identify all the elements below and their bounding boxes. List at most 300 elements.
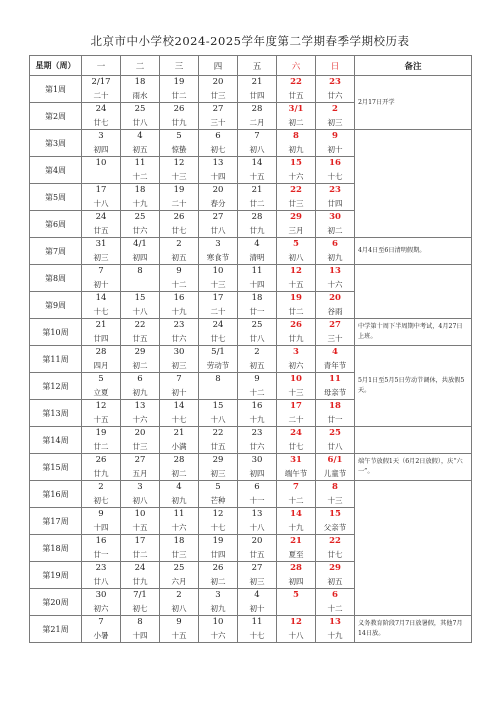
date-cell-thu: 6 (199, 130, 238, 144)
lunar-cell-wed: 廿九 (160, 116, 199, 130)
week-label: 第1周 (30, 76, 82, 103)
date-cell-sun: 6/1 (316, 454, 355, 468)
lunar-cell-mon: 廿二 (82, 440, 121, 454)
lunar-cell-mon: 二十 (82, 89, 121, 103)
date-cell-wed: 14 (160, 400, 199, 414)
lunar-cell-tue: 十四 (121, 629, 160, 643)
lunar-cell-tue: 廿三 (121, 440, 160, 454)
lunar-cell-thu: 十三 (199, 278, 238, 292)
date-cell-thu: 19 (199, 535, 238, 549)
week-label: 第13周 (30, 400, 82, 427)
lunar-cell-fri: 初八 (238, 143, 277, 157)
date-cell-fri: 6 (238, 481, 277, 495)
lunar-cell-sun: 儿童节 (316, 467, 355, 481)
date-cell-thu: 10 (199, 265, 238, 279)
date-cell-wed: 11 (160, 508, 199, 522)
lunar-cell-sat: 三月 (277, 224, 316, 238)
lunar-cell-fri: 十九 (238, 413, 277, 427)
lunar-cell-wed: 初三 (160, 359, 199, 373)
lunar-cell-sat (277, 602, 316, 616)
date-cell-tue: 17 (121, 535, 160, 549)
date-cell-sun: 13 (316, 616, 355, 630)
lunar-cell-wed: 十五 (160, 629, 199, 643)
lunar-cell-thu: 十八 (199, 413, 238, 427)
week-label: 第3周 (30, 130, 82, 157)
lunar-cell-tue: 五月 (121, 467, 160, 481)
lunar-cell-sat: 十三 (277, 386, 316, 400)
lunar-cell-sun: 父亲节 (316, 521, 355, 535)
week-date-row (30, 319, 472, 333)
date-cell-tue: 3 (121, 481, 160, 495)
date-cell-fri: 20 (238, 535, 277, 549)
date-cell-mon: 2/17 (82, 76, 121, 90)
lunar-cell-fri: 廿一 (238, 305, 277, 319)
date-cell-fri: 4 (238, 589, 277, 603)
lunar-cell-sun: 十三 (316, 494, 355, 508)
date-cell-fri: 18 (238, 292, 277, 306)
date-cell-sun: 27 (316, 319, 355, 333)
date-cell-sat: 12 (277, 616, 316, 630)
lunar-cell-thu: 廿四 (199, 548, 238, 562)
lunar-cell-thu (199, 386, 238, 400)
week-label: 第6周 (30, 211, 82, 238)
date-cell-thu: 12 (199, 508, 238, 522)
lunar-cell-tue: 廿九 (121, 575, 160, 589)
day-header-sun: 日 (316, 56, 355, 76)
week-column-header: 星期（周） (30, 56, 82, 76)
lunar-cell-fri: 廿九 (238, 224, 277, 238)
date-cell-sun: 29 (316, 562, 355, 576)
date-cell-sun: 23 (316, 76, 355, 90)
week-label: 第10周 (30, 319, 82, 346)
lunar-cell-tue (121, 278, 160, 292)
day-header-tue: 二 (121, 56, 160, 76)
week-date-row (30, 481, 472, 495)
date-cell-sun: 4 (316, 346, 355, 360)
date-cell-wed: 26 (160, 103, 199, 117)
date-cell-sat: 5 (277, 238, 316, 252)
date-cell-wed: 5 (160, 130, 199, 144)
date-cell-tue: 25 (121, 103, 160, 117)
lunar-cell-tue: 十二 (121, 170, 160, 184)
lunar-cell-sat: 廿七 (277, 440, 316, 454)
date-cell-fri: 28 (238, 103, 277, 117)
date-cell-thu: 20 (199, 76, 238, 90)
date-cell-mon: 23 (82, 562, 121, 576)
date-cell-thu: 3 (199, 238, 238, 252)
lunar-cell-thu: 劳动节 (199, 359, 238, 373)
week-label: 第8周 (30, 265, 82, 292)
week-date-row (30, 130, 472, 144)
date-cell-sun: 23 (316, 184, 355, 198)
date-cell-wed: 19 (160, 184, 199, 198)
lunar-cell-sun: 三十 (316, 332, 355, 346)
lunar-cell-fri: 初三 (238, 575, 277, 589)
lunar-cell-sat: 廿三 (277, 197, 316, 211)
lunar-cell-fri: 二月 (238, 116, 277, 130)
date-cell-sun: 20 (316, 292, 355, 306)
date-cell-sat: 12 (277, 265, 316, 279)
lunar-cell-wed: 初八 (160, 602, 199, 616)
lunar-cell-fri: 初五 (238, 359, 277, 373)
date-cell-thu: 20 (199, 184, 238, 198)
date-cell-mon: 24 (82, 103, 121, 117)
date-cell-fri: 30 (238, 454, 277, 468)
week-label: 第5周 (30, 184, 82, 211)
lunar-cell-fri: 廿四 (238, 89, 277, 103)
date-cell-wed: 18 (160, 535, 199, 549)
lunar-cell-thu: 初二 (199, 575, 238, 589)
date-cell-thu: 26 (199, 562, 238, 576)
date-cell-wed: 26 (160, 211, 199, 225)
date-cell-sat: 10 (277, 373, 316, 387)
date-cell-fri: 14 (238, 157, 277, 171)
date-cell-sun: 8 (316, 481, 355, 495)
lunar-cell-sun: 廿四 (316, 197, 355, 211)
lunar-cell-wed: 初五 (160, 251, 199, 265)
week-date-row (30, 454, 472, 468)
lunar-cell-wed: 惊蛰 (160, 143, 199, 157)
date-cell-fri: 28 (238, 211, 277, 225)
lunar-cell-sun: 廿六 (316, 89, 355, 103)
lunar-cell-mon: 十五 (82, 413, 121, 427)
date-cell-tue: 24 (121, 562, 160, 576)
date-cell-tue: 4/1 (121, 238, 160, 252)
week-label: 第20周 (30, 589, 82, 616)
lunar-cell-fri: 十五 (238, 170, 277, 184)
lunar-cell-sat: 十六 (277, 170, 316, 184)
date-cell-thu: 24 (199, 319, 238, 333)
date-cell-fri: 7 (238, 130, 277, 144)
date-cell-mon: 7 (82, 616, 121, 630)
lunar-cell-thu: 廿七 (199, 332, 238, 346)
date-cell-fri: 23 (238, 427, 277, 441)
lunar-cell-mon: 初十 (82, 278, 121, 292)
date-cell-fri: 21 (238, 184, 277, 198)
lunar-cell-sun: 廿八 (316, 440, 355, 454)
lunar-cell-sun: 青年节 (316, 359, 355, 373)
lunar-cell-sat: 十五 (277, 278, 316, 292)
date-cell-wed: 4 (160, 481, 199, 495)
lunar-cell-mon: 初七 (82, 494, 121, 508)
date-cell-mon: 10 (82, 157, 121, 171)
week-label: 第2周 (30, 103, 82, 130)
lunar-cell-tue: 初五 (121, 143, 160, 157)
date-cell-fri: 11 (238, 265, 277, 279)
lunar-cell-tue: 廿八 (121, 116, 160, 130)
lunar-cell-fri: 十二 (238, 386, 277, 400)
lunar-cell-mon: 廿八 (82, 575, 121, 589)
lunar-cell-sat: 初六 (277, 359, 316, 373)
lunar-cell-thu: 廿八 (199, 224, 238, 238)
week-date-row (30, 238, 472, 252)
date-cell-sun: 2 (316, 103, 355, 117)
date-cell-sat: 5 (277, 589, 316, 603)
lunar-cell-tue: 雨水 (121, 89, 160, 103)
lunar-cell-tue: 十六 (121, 413, 160, 427)
date-cell-thu: 13 (199, 157, 238, 171)
date-cell-sat: 8 (277, 130, 316, 144)
week-date-row (30, 616, 472, 630)
lunar-cell-tue: 初二 (121, 359, 160, 373)
lunar-cell-sun: 初三 (316, 116, 355, 130)
date-cell-thu: 10 (199, 616, 238, 630)
lunar-cell-sat: 初二 (277, 116, 316, 130)
lunar-cell-sat: 端午节 (277, 467, 316, 481)
date-cell-mon: 2 (82, 481, 121, 495)
date-cell-fri: 2 (238, 346, 277, 360)
lunar-cell-sun: 初五 (316, 575, 355, 589)
date-cell-thu: 17 (199, 292, 238, 306)
lunar-cell-mon: 廿四 (82, 332, 121, 346)
notes-column-header: 备注 (355, 56, 472, 76)
date-cell-mon: 3 (82, 130, 121, 144)
lunar-cell-mon: 廿九 (82, 467, 121, 481)
lunar-cell-wed: 十九 (160, 305, 199, 319)
date-cell-thu: 27 (199, 103, 238, 117)
date-cell-tue: 25 (121, 211, 160, 225)
date-cell-wed: 28 (160, 454, 199, 468)
lunar-cell-sat: 廿二 (277, 305, 316, 319)
date-cell-tue: 18 (121, 76, 160, 90)
lunar-cell-wed: 初二 (160, 467, 199, 481)
date-cell-sun: 11 (316, 373, 355, 387)
lunar-cell-tue: 十八 (121, 305, 160, 319)
date-cell-sat: 15 (277, 157, 316, 171)
date-cell-tue: 8 (121, 265, 160, 279)
date-cell-thu: 5 (199, 481, 238, 495)
lunar-cell-wed: 十三 (160, 170, 199, 184)
lunar-cell-thu: 十四 (199, 170, 238, 184)
notes-cell: 中学第十周下半周期中考试，4月27日上班。 (355, 319, 472, 346)
date-cell-sun: 22 (316, 535, 355, 549)
date-cell-sun: 13 (316, 265, 355, 279)
lunar-cell-sat: 二十 (277, 413, 316, 427)
date-cell-sat: 22 (277, 184, 316, 198)
lunar-cell-wed: 廿七 (160, 224, 199, 238)
week-label: 第12周 (30, 373, 82, 400)
lunar-cell-mon: 廿一 (82, 548, 121, 562)
date-cell-tue: 6 (121, 373, 160, 387)
lunar-cell-sat: 夏至 (277, 548, 316, 562)
date-cell-mon: 19 (82, 427, 121, 441)
date-cell-sun: 25 (316, 427, 355, 441)
lunar-cell-mon: 初四 (82, 143, 121, 157)
date-cell-wed: 9 (160, 616, 199, 630)
day-header-wed: 三 (160, 56, 199, 76)
lunar-cell-wed: 十七 (160, 413, 199, 427)
lunar-cell-tue: 十五 (121, 521, 160, 535)
date-cell-wed: 7 (160, 373, 199, 387)
date-cell-fri: 25 (238, 319, 277, 333)
lunar-cell-thu: 十六 (199, 629, 238, 643)
date-cell-thu: 3 (199, 589, 238, 603)
lunar-cell-thu: 廿三 (199, 89, 238, 103)
lunar-cell-fri: 十一 (238, 494, 277, 508)
lunar-cell-sat: 廿九 (277, 332, 316, 346)
date-cell-thu: 29 (199, 454, 238, 468)
day-header-mon: 一 (82, 56, 121, 76)
date-cell-fri: 11 (238, 616, 277, 630)
lunar-cell-fri: 十四 (238, 278, 277, 292)
lunar-cell-mon: 廿七 (82, 116, 121, 130)
date-cell-thu: 15 (199, 400, 238, 414)
day-header-thu: 四 (199, 56, 238, 76)
date-cell-sun: 15 (316, 508, 355, 522)
lunar-cell-thu: 初三 (199, 467, 238, 481)
lunar-cell-thu: 春分 (199, 197, 238, 211)
date-cell-sat: 14 (277, 508, 316, 522)
date-cell-wed: 2 (160, 589, 199, 603)
date-cell-mon: 21 (82, 319, 121, 333)
week-label: 第11周 (30, 346, 82, 373)
date-cell-tue: 22 (121, 319, 160, 333)
date-cell-sun: 30 (316, 211, 355, 225)
date-cell-thu: 8 (199, 373, 238, 387)
date-cell-tue: 15 (121, 292, 160, 306)
week-label: 第15周 (30, 454, 82, 481)
date-cell-sat: 22 (277, 76, 316, 90)
date-cell-mon: 17 (82, 184, 121, 198)
lunar-cell-sat: 初四 (277, 575, 316, 589)
date-cell-wed: 23 (160, 319, 199, 333)
week-label: 第17周 (30, 508, 82, 535)
date-cell-fri: 9 (238, 373, 277, 387)
lunar-cell-wed: 六月 (160, 575, 199, 589)
date-cell-sat: 31 (277, 454, 316, 468)
date-cell-mon: 28 (82, 346, 121, 360)
date-cell-mon: 14 (82, 292, 121, 306)
lunar-cell-sun: 十七 (316, 170, 355, 184)
lunar-cell-fri: 十七 (238, 629, 277, 643)
notes-cell: 4月4日至6日清明假期。 (355, 238, 472, 265)
date-cell-sat: 26 (277, 319, 316, 333)
lunar-cell-fri: 初十 (238, 602, 277, 616)
lunar-cell-thu: 十七 (199, 521, 238, 535)
lunar-cell-tue: 廿二 (121, 548, 160, 562)
date-cell-sun: 6 (316, 238, 355, 252)
page-title: 北京市中小学校2024-2025学年度第二学期春季学期校历表 (90, 34, 410, 48)
week-label: 第19周 (30, 562, 82, 589)
lunar-cell-sat: 十二 (277, 494, 316, 508)
week-date-row (30, 76, 472, 90)
date-cell-sun: 16 (316, 157, 355, 171)
lunar-cell-fri: 十八 (238, 521, 277, 535)
date-cell-sat: 29 (277, 211, 316, 225)
lunar-cell-thu: 寒食节 (199, 251, 238, 265)
week-label: 第16周 (30, 481, 82, 508)
lunar-cell-wed: 廿三 (160, 548, 199, 562)
lunar-cell-fri: 廿六 (238, 440, 277, 454)
notes-cell (355, 427, 472, 454)
lunar-cell-sat: 廿五 (277, 89, 316, 103)
date-cell-mon: 24 (82, 211, 121, 225)
lunar-cell-sun: 廿七 (316, 548, 355, 562)
lunar-cell-sat: 初八 (277, 251, 316, 265)
week-label: 第14周 (30, 427, 82, 454)
lunar-cell-sat: 十八 (277, 629, 316, 643)
date-cell-tue: 18 (121, 184, 160, 198)
date-cell-fri: 27 (238, 562, 277, 576)
lunar-cell-mon: 十八 (82, 197, 121, 211)
date-cell-tue: 8 (121, 616, 160, 630)
lunar-cell-wed: 十六 (160, 521, 199, 535)
lunar-cell-sun: 十六 (316, 278, 355, 292)
lunar-cell-tue: 初八 (121, 494, 160, 508)
lunar-cell-mon: 十四 (82, 521, 121, 535)
date-cell-wed: 30 (160, 346, 199, 360)
school-calendar-table (29, 55, 472, 643)
notes-cell: 5月1日至5月5日劳动节调休，共放假5天。 (355, 346, 472, 427)
date-cell-mon: 30 (82, 589, 121, 603)
lunar-cell-sat: 初九 (277, 143, 316, 157)
date-cell-wed: 9 (160, 265, 199, 279)
date-cell-thu: 22 (199, 427, 238, 441)
date-cell-sun: 9 (316, 130, 355, 144)
date-cell-mon: 31 (82, 238, 121, 252)
date-cell-mon: 16 (82, 535, 121, 549)
date-cell-sat: 28 (277, 562, 316, 576)
lunar-cell-wed: 二十 (160, 197, 199, 211)
lunar-cell-tue: 初九 (121, 386, 160, 400)
date-cell-tue: 13 (121, 400, 160, 414)
header-row (30, 56, 472, 76)
date-cell-sun: 6 (316, 589, 355, 603)
date-cell-sat: 3/1 (277, 103, 316, 117)
date-cell-mon: 5 (82, 373, 121, 387)
week-date-row (30, 265, 472, 279)
date-cell-tue: 7/1 (121, 589, 160, 603)
date-cell-fri: 21 (238, 76, 277, 90)
day-header-fri: 五 (238, 56, 277, 76)
date-cell-fri: 4 (238, 238, 277, 252)
lunar-cell-fri: 廿五 (238, 548, 277, 562)
lunar-cell-mon: 初六 (82, 602, 121, 616)
date-cell-mon: 7 (82, 265, 121, 279)
week-label: 第4周 (30, 157, 82, 184)
lunar-cell-fri: 廿八 (238, 332, 277, 346)
lunar-cell-sun: 十二 (316, 602, 355, 616)
lunar-cell-mon (82, 170, 121, 184)
lunar-cell-sat: 十九 (277, 521, 316, 535)
date-cell-fri: 13 (238, 508, 277, 522)
notes-cell: 2月17日开学 (355, 76, 472, 130)
week-date-row (30, 427, 472, 441)
lunar-cell-thu: 三十 (199, 116, 238, 130)
lunar-cell-wed: 初九 (160, 494, 199, 508)
date-cell-sat: 21 (277, 535, 316, 549)
lunar-cell-wed: 十二 (160, 278, 199, 292)
date-cell-tue: 10 (121, 508, 160, 522)
date-cell-tue: 4 (121, 130, 160, 144)
date-cell-sun: 18 (316, 400, 355, 414)
lunar-cell-mon: 立夏 (82, 386, 121, 400)
lunar-cell-sun: 廿一 (316, 413, 355, 427)
notes-cell: 义务教育阶段7月7日放暑假，其他7月14日放。 (355, 616, 472, 643)
lunar-cell-wed: 廿二 (160, 89, 199, 103)
lunar-cell-thu: 二十 (199, 305, 238, 319)
day-header-sat: 六 (277, 56, 316, 76)
date-cell-wed: 25 (160, 562, 199, 576)
notes-cell: 端午节放假1天（6月2日放假），庆“六一”。 (355, 454, 472, 481)
date-cell-wed: 21 (160, 427, 199, 441)
date-cell-sat: 7 (277, 481, 316, 495)
lunar-cell-wed: 初十 (160, 386, 199, 400)
lunar-cell-tue: 初四 (121, 251, 160, 265)
lunar-cell-thu: 初九 (199, 602, 238, 616)
lunar-cell-thu: 初七 (199, 143, 238, 157)
lunar-cell-thu: 芒种 (199, 494, 238, 508)
